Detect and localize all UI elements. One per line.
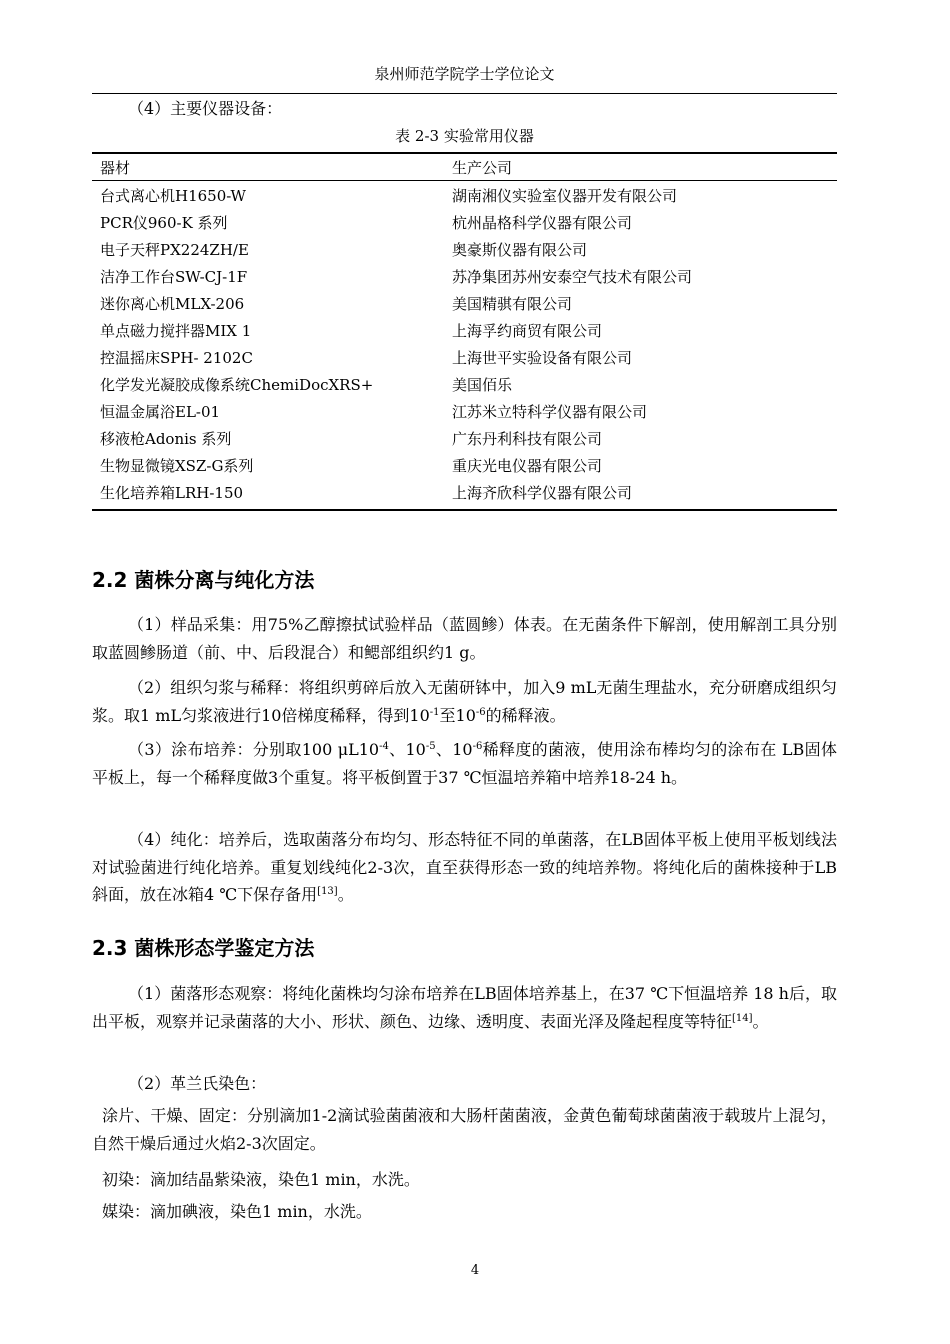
paragraph-colony-observation: （1）菌落形态观察：将纯化菌株均匀涂布培养在LB固体培养基上，在37 ℃下恒温培养 18 h后，取出平板，观察并记录菌落的大小、形状、颜色、边缘、透明度、表面光泽及隆起程度等特征[14]。 — [92, 984, 837, 1031]
paragraph-homogenize: （2）组织匀浆与稀释：将组织剪碎后放入无菌研钵中，加入9 mL无菌生理盐水，充分研磨成组织匀浆。取1 mL匀浆液进行10倍梯度稀释，得到$10^{-1}$至$10^{-6}$的稀释液。 — [92, 678, 837, 725]
table-caption: 表 2-3 实验常用仪器 — [395, 127, 534, 145]
instrument-cell: PCR仪960-K 系列 — [100, 214, 228, 232]
paragraph-mordant: 媒染：滴加碘液，染色1 min，水洗。 — [102, 1202, 372, 1221]
table-row — [92, 452, 837, 479]
table-row — [92, 317, 837, 344]
paragraph-primary-stain: 初染：滴加结晶紫染液，染色1 min，水洗。 — [102, 1170, 420, 1189]
company-cell: 上海齐欣科学仪器有限公司 — [452, 484, 633, 502]
instrument-cell: 电子天秤PX224ZH/E — [100, 241, 249, 259]
paragraph-smear-fix: 涂片、干燥、固定：分别滴加1-2滴试验菌菌液和大肠杆菌菌液，金黄色葡萄球菌菌液于载玻片上混匀，自然干燥后通过火焰2-3次固定。 — [92, 1106, 837, 1153]
instrument-cell: 生物显微镜XSZ-G系列 — [100, 457, 254, 475]
table-row — [92, 371, 837, 398]
table-row — [92, 344, 837, 371]
company-cell: 广东丹利科技有限公司 — [452, 430, 603, 448]
page-number: 4 — [470, 1263, 480, 1278]
instrument-cell: 台式离心机H1650-W — [100, 187, 246, 205]
instrument-cell: 化学发光凝胶成像系统ChemiDocXRS+ — [100, 376, 374, 394]
company-cell: 杭州晶格科学仪器有限公司 — [452, 214, 633, 232]
company-cell: 江苏米立特科学仪器有限公司 — [452, 403, 648, 421]
instrument-cell: 迷你离心机MLX-206 — [100, 295, 245, 313]
table-row — [92, 263, 837, 290]
column-header-company: 生产公司 — [452, 158, 513, 177]
citation-14: [14] — [732, 1012, 753, 1024]
company-cell: 美国精骐有限公司 — [452, 295, 573, 313]
instrument-cell: 洁净工作台SW-CJ-1F — [100, 268, 248, 286]
table-body — [92, 181, 837, 509]
column-header-instrument: 器材 — [100, 158, 131, 177]
table-row — [92, 209, 837, 236]
company-cell: 湖南湘仪实验室仪器开发有限公司 — [452, 187, 678, 205]
company-cell: 奥豪斯仪器有限公司 — [452, 241, 588, 259]
table-row — [92, 479, 837, 506]
instrument-cell: 控温摇床SPH- 2102C — [100, 349, 253, 367]
paragraph-gram-stain: （2）革兰氏染色： — [128, 1074, 267, 1093]
table-row — [92, 398, 837, 425]
running-header: 泉州师范学院学士学位论文 — [374, 65, 555, 83]
header-rule — [92, 93, 837, 94]
section-heading-2-2: 2.2 菌株分离与纯化方法 — [92, 568, 315, 592]
company-cell: 上海孚约商贸有限公司 — [452, 322, 603, 340]
instrument-cell: 移液枪Adonis 系列 — [100, 430, 232, 448]
company-cell: 美国佰乐 — [452, 376, 513, 394]
table-row — [92, 182, 837, 209]
paragraph-plating: （3）涂布培养：分别取100 $\mu L10^{-4}$、$10^{-5}$、$10^{-6}$稀释度的菌液，使用涂布棒均匀的涂布在 LB固体平板上，每一个稀释度做3个重复。将平板倒置于37 ℃恒温培养箱中培养18-24 h。 — [92, 740, 837, 787]
table-row — [92, 425, 837, 452]
citation-13: [13] — [317, 886, 338, 897]
company-cell: 重庆光电仪器有限公司 — [452, 457, 603, 475]
table-header-row — [92, 154, 837, 181]
table-row — [92, 236, 837, 263]
company-cell: 苏净集团苏州安泰空气技术有限公司 — [452, 268, 693, 286]
paragraph-sampling: （1）样品采集：用75%乙醇擦拭试验样品（蓝圆鲹）体表。在无菌条件下解剖，使用解剖工具分别取蓝圆鲹肠道（前、中、后段混合）和鳃部组织约1 g。 — [92, 615, 837, 662]
instrument-cell: 生化培养箱LRH-150 — [100, 484, 244, 502]
table-row — [92, 290, 837, 317]
instrument-cell: 单点磁力搅拌器MIX 1 — [100, 322, 252, 340]
company-cell: 上海世平实验设备有限公司 — [452, 349, 633, 367]
section-heading-2-3: 2.3 菌株形态学鉴定方法 — [92, 936, 315, 960]
instrument-table — [92, 152, 837, 511]
instrument-cell: 恒温金属浴EL-01 — [100, 403, 221, 421]
instruments-heading: （4）主要仪器设备： — [128, 99, 283, 118]
paragraph-purification: （4）纯化：培养后，选取菌落分布均匀、形态特征不同的单菌落，在LB固体平板上使用平板划线法对试验菌进行纯化培养。重复划线纯化2-3次，直至获得形态一致的纯培养物。将纯化后的菌株接种于LB斜面，放在冰箱4 ℃下保存备用[13]。 — [92, 830, 837, 904]
